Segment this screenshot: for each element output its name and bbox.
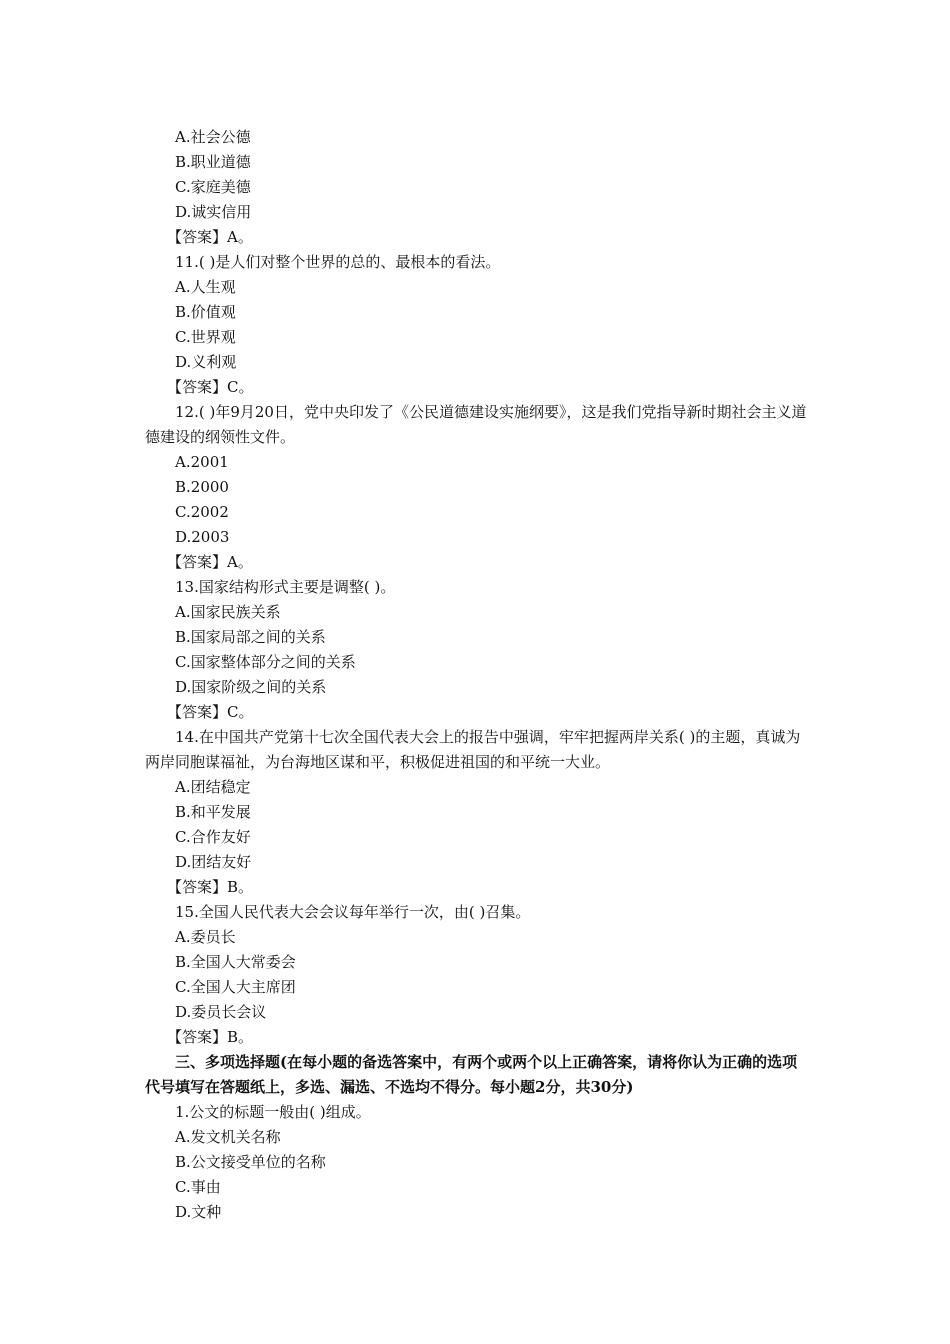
- question-text: 11.( )是人们对整个世界的总的、最根本的看法。: [175, 253, 501, 271]
- answer-option: C.2002: [175, 503, 229, 521]
- section-heading: 三、多项选择题(在每小题的备选答案中，有两个或两个以上正确答案，请将你认为正确的选项代号填写在答题纸上，多选、漏选、不选均不得分。每小题2分，共30分): [145, 1053, 798, 1096]
- answer-option: D.诚实信用: [175, 203, 252, 221]
- question-text: 1.公文的标题一般由( )组成。: [175, 1103, 371, 1121]
- answer-option: B.全国人大常委会: [175, 953, 296, 971]
- answer-option: A.社会公德: [175, 128, 251, 146]
- answer-key: 【答案】B。: [167, 878, 254, 896]
- answer-option: B.价值观: [175, 303, 236, 321]
- answer-key: 【答案】A。: [167, 553, 253, 571]
- answer-key: 【答案】B。: [167, 1028, 254, 1046]
- answer-option: B.和平发展: [175, 803, 251, 821]
- answer-option: C.家庭美德: [175, 178, 251, 196]
- question-text: 15.全国人民代表大会会议每年举行一次，由( )召集。: [175, 903, 531, 921]
- question-text: 13.国家结构形式主要是调整( )。: [175, 578, 396, 596]
- answer-option: D.国家阶级之间的关系: [175, 678, 327, 696]
- answer-option: C.全国人大主席团: [175, 978, 296, 996]
- answer-option: C.事由: [175, 1178, 221, 1196]
- answer-option: D.团结友好: [175, 853, 252, 871]
- answer-option: B.公文接受单位的名称: [175, 1153, 326, 1171]
- question-text: 14.在中国共产党第十七次全国代表大会上的报告中强调，牢牢把握两岸关系( )的主题，真诚为两岸同胞谋福祉，为台海地区谋和平，积极促进祖国的和平统一大业。: [145, 728, 801, 771]
- answer-option: C.合作友好: [175, 828, 251, 846]
- question-text: 12.( )年9月20日，党中央印发了《公民道德建设实施纲要》，这是我们党指导新时期社会主义道德建设的纲领性文件。: [145, 403, 807, 446]
- answer-option: A.人生观: [175, 278, 236, 296]
- answer-option: D.2003: [175, 528, 230, 546]
- answer-option: B.职业道德: [175, 153, 251, 171]
- answer-option: D.义利观: [175, 353, 237, 371]
- answer-option: A.2001: [175, 453, 229, 471]
- answer-key: 【答案】C。: [167, 378, 254, 396]
- answer-option: A.发文机关名称: [175, 1128, 281, 1146]
- answer-option: D.委员长会议: [175, 1003, 267, 1021]
- answer-option: D.文种: [175, 1203, 222, 1221]
- answer-option: C.世界观: [175, 328, 236, 346]
- answer-option: B.2000: [175, 478, 229, 496]
- answer-key: 【答案】C。: [167, 703, 254, 721]
- answer-option: A.团结稳定: [175, 778, 251, 796]
- answer-option: C.国家整体部分之间的关系: [175, 653, 356, 671]
- answer-option: A.委员长: [175, 928, 236, 946]
- answer-option: A.国家民族关系: [175, 603, 281, 621]
- answer-option: B.国家局部之间的关系: [175, 628, 326, 646]
- answer-key: 【答案】A。: [167, 228, 253, 246]
